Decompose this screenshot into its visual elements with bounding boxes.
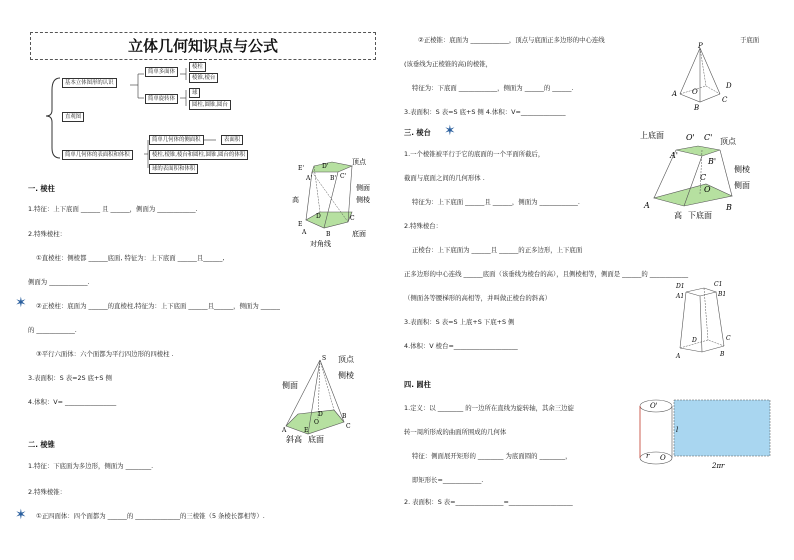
figure-label: B1 [718,291,727,298]
text-line: 截面与底面之间的几何形体 . [404,174,485,182]
figure-label: 高 [292,196,299,204]
figure-label: E' [298,165,305,172]
figure-label: O [660,454,666,462]
figure-label: 底面 [352,230,366,238]
text-line: ②正棱锥：底面为 ____________，顶点与底面正多边形的中心连线 [418,36,605,44]
mindmap-root-1: 基本立体图形的认识 [62,78,117,88]
text-line: 特征：侧面展开矩形的 ________ 为底面圆的 ________， [412,452,572,460]
figure-label: B [326,231,331,238]
mindmap-r3-item: 表面积 [221,135,243,145]
figure-label: D [318,411,323,418]
figure-label: O [314,419,319,426]
text-line: 特征为：上下底面 ______且 ______，侧面为 ____________. [412,198,580,206]
mindmap-r3-item: 棱柱,棱锥,棱台和圆柱,圆锥,圆台的体积 [149,150,248,160]
text-line: 1.特征：上下底面 ______ 且 ______，侧面为 ____________. [28,205,198,213]
figure-label: E [298,221,303,228]
text-line: 特征为：下底面 ____________，侧面为 ______的 ______. [412,84,574,92]
text-line: 3.表面积：S 表=S 上底+S 下底+S 侧 [404,318,515,326]
figure-label: l [676,426,679,434]
star-icon: ✶ [15,295,27,311]
text-line: ①正四面体：四个面都为 ______的 ______________的三棱锥（5 条棱长都相等）. [36,512,265,520]
figure-label: A [302,229,307,236]
prism-figure [290,156,380,246]
text-line: 2.特殊棱锥： [28,488,67,496]
mindmap-r3-item: 简单几何体的侧面积 [149,135,204,145]
figure-label: 底面 [308,435,324,444]
text-line: 2.特殊棱台： [404,222,443,230]
mindmap-sub1-item: 棱柱 [189,62,206,72]
mindmap-sub2-item: 球 [189,88,200,98]
figure-label: A [644,201,650,210]
figure-label: S [322,355,327,362]
text-line: 的 ____________. [28,326,77,334]
star-icon: ✶ [15,507,27,523]
text-line: 3.表面积：S 表=S 底+S 侧 4.体积：V=______________ [404,108,566,116]
text-line: 正多边形的中心连线 ______底面（该垂线为棱台的高），且侧棱相等，侧面是 ______的 ____________ [404,270,689,278]
mindmap-sub-1: 简单多面体 [145,67,178,77]
text-line: ①直棱柱：侧棱都 ______底面, 特征为：上下底面 ______且______, [36,254,225,262]
figure-label: 斜高 [286,435,302,444]
figure-label: B' [708,157,717,166]
figure-label: O [692,88,698,96]
pyramid-small-figure [672,44,742,114]
figure-label: B [694,104,700,112]
figure-label: B [720,351,725,358]
figure-label: C [700,173,707,182]
page-title: 立体几何知识点与公式 [127,37,278,55]
figure-label: C' [340,173,347,180]
text-line: 1.定义：以 ________ 的一边所在直线为旋转轴，其余三边旋 [404,404,574,412]
mindmap-r3-item: 球的表面积和体积 [149,164,198,174]
figure-label: O' [650,402,658,410]
figure-label: A' [670,151,678,160]
text-line: 1.一个棱锥被平行于它的底面的一个平面所截后， [404,150,545,158]
figure-label: D [692,337,697,344]
figure-label: A [282,427,287,434]
pyramid-figure [282,352,372,442]
mindmap-root-2: 直观图 [62,112,84,122]
text-line: 侧面为 ____________. [28,278,90,286]
section-cylinder-heading: 四. 圆柱 [404,380,431,389]
figure-label: 2πr [712,462,725,470]
text-line: 3.表面积：S 表=2S 底+S 侧 [28,374,112,382]
figure-label: D [316,213,321,220]
figure-label: 上底面 [640,131,664,140]
mindmap-sub-2: 简单旋转体 [145,94,178,104]
text-line: ②正棱柱：底面为 ______的直棱柱,特征为：上下底面 ______且______，侧面为 ______ [36,302,280,310]
star-icon: ✶ [444,123,456,139]
figure-label: 侧面 [282,381,298,390]
figure-label: B [726,203,732,212]
section-frustum-heading: 三. 棱台 [404,128,431,137]
text-line: 1.特征：下底面为多边形，侧面为 ________. [28,462,154,470]
text-line: ③平行六面体：六个面都为平行四边形的四棱柱 . [36,350,174,358]
figure-label: A1 [676,293,685,300]
figure-label: C [350,215,355,222]
figure-label: C' [704,133,713,142]
text-line: (该垂线为正棱锥的高)的棱锥， [404,60,493,68]
frustum-small-figure [676,280,746,360]
figure-label: 顶点 [338,355,354,364]
figure-label: C [346,423,351,430]
figure-label: D [726,82,732,90]
figure-label: 高 [674,211,682,220]
title-box [30,32,376,60]
text-line: 4.体积：V= ________________ [28,398,117,406]
text-line: （侧面各等腰梯形的高相等，并叫做正棱台的斜高） [404,294,551,302]
figure-label: 侧面 [356,184,370,192]
figure-label: 顶点 [352,158,366,166]
mindmap-sub1-item: 棱锥,棱台 [189,73,218,83]
mindmap-root-3: 简单几何体的表面积和体积 [62,150,133,160]
figure-label: 对角线 [310,240,331,248]
figure-label: D1 [676,283,685,290]
section-prism-heading: 一. 棱柱 [28,184,55,193]
figure-label: B [342,413,347,420]
text-line: 于底面 [740,36,760,44]
mindmap-sub2-item: 圆柱,圆锥,圆台 [189,100,231,110]
figure-label: 下底面 [688,211,712,220]
figure-label: O [704,185,711,194]
figure-label: 侧棱 [338,371,354,380]
figure-label: C1 [714,281,723,288]
figure-label: 侧棱 [734,165,750,174]
figure-label: C [726,335,731,342]
figure-label: D' [322,163,329,170]
figure-label: E [304,427,309,434]
figure-label: P [698,42,703,50]
text-line: 2.特殊棱柱： [28,230,67,238]
text-line: 2. 表面积：S 表=_______________=____________________ [404,498,573,506]
figure-label: 侧棱 [356,196,370,204]
text-line: 转一周所形成的曲面所围成的几何体 [404,428,507,436]
figure-label: C [722,96,728,104]
figure-label: 顶点 [720,137,736,146]
text-line: 正棱台：上下底面为 ______且 ______的正多边形，上下底面 [412,246,583,254]
figure-label: r [646,452,650,460]
figure-label: A [676,353,681,360]
figure-label: A' [306,175,312,182]
cylinder-figure [636,396,776,476]
figure-label: O' [686,133,695,142]
text-line: 即矩形长=____________. [412,476,484,484]
figure-label: A [672,90,678,98]
section-pyramid-heading: 二. 棱锥 [28,440,55,449]
figure-label: 侧面 [734,181,750,190]
text-line: 4.体积：V 棱台=____________________ [404,342,518,350]
figure-label: B' [330,175,337,182]
frustum-figure [640,128,770,223]
